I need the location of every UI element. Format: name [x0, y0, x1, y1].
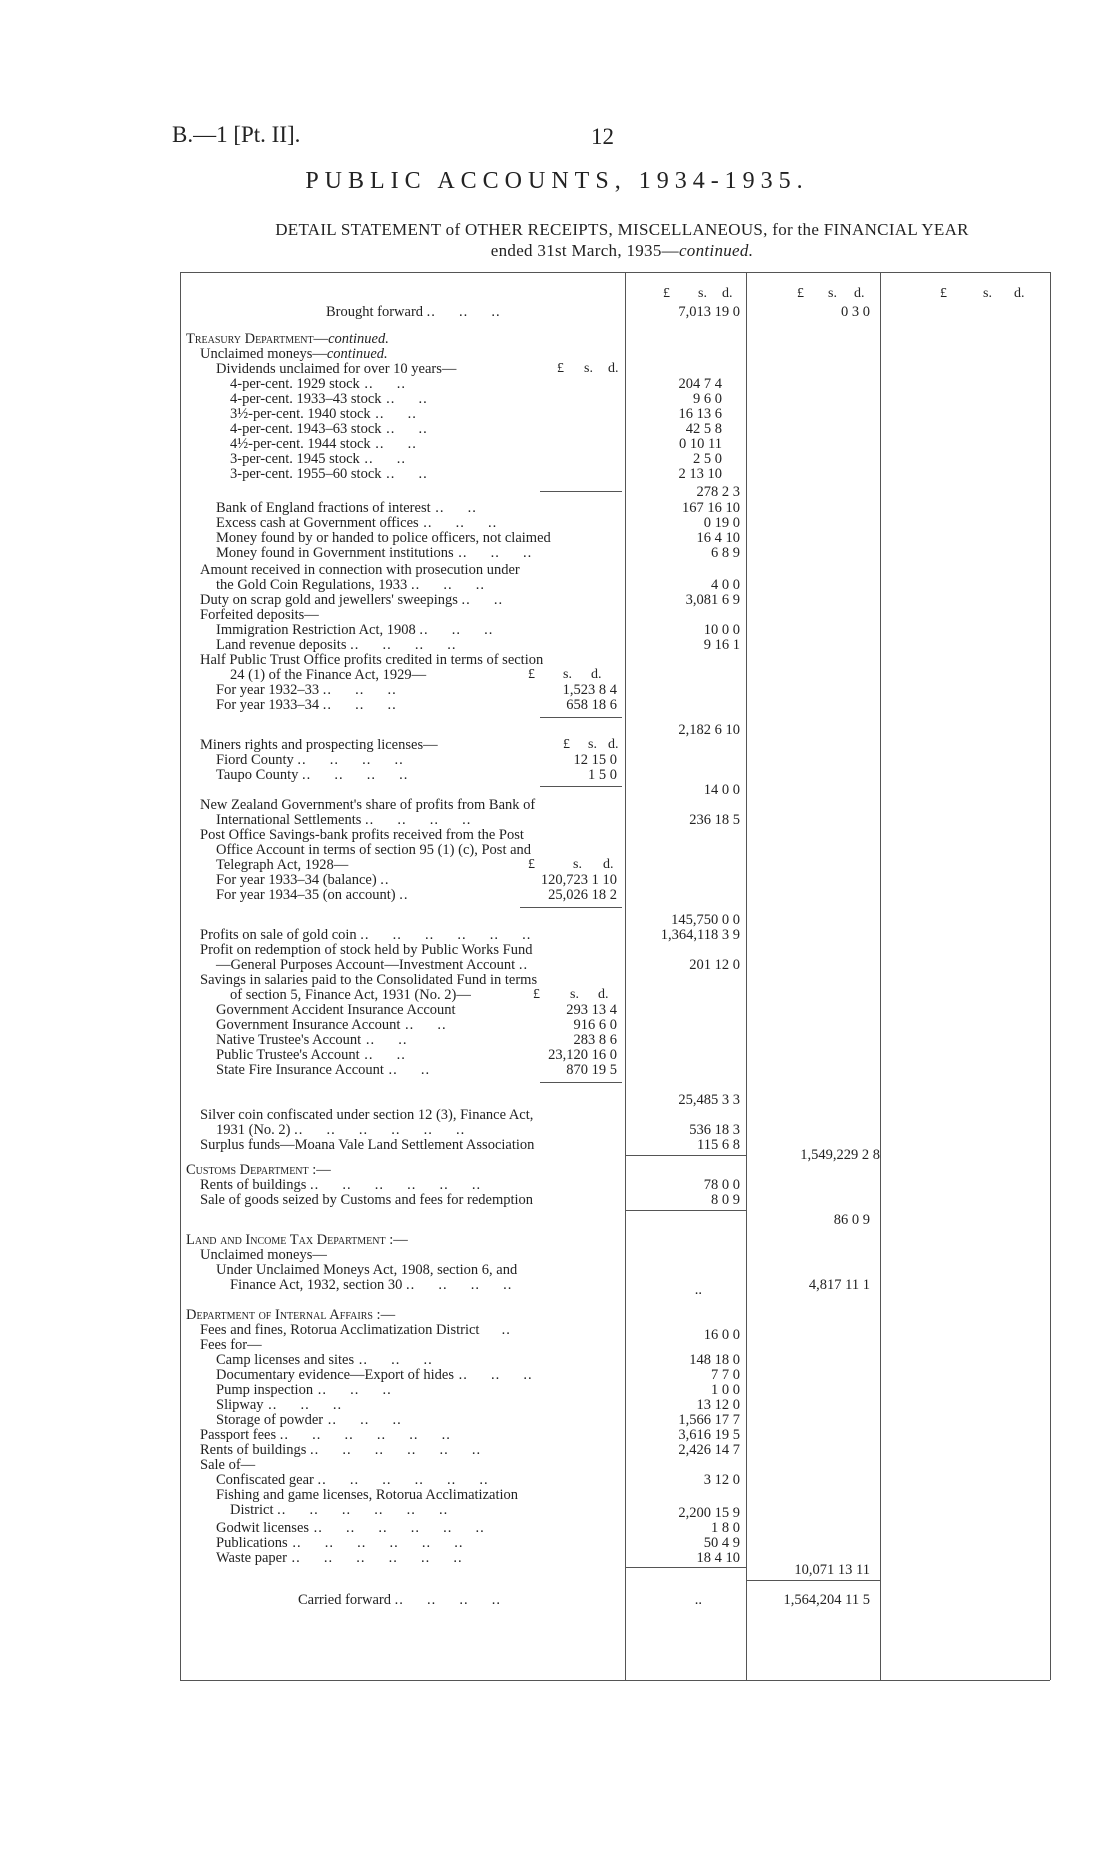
internal-fees-fines: Fees and fines, Rotorua Acclimatization District ..	[200, 1322, 511, 1338]
sale-row-label: Waste paper .. .. .. .. .. ..	[216, 1550, 463, 1566]
silver-line-2: 1931 (No. 2) .. .. .. .. .. ..	[216, 1122, 466, 1138]
redemption-line-2: —General Purposes Account—Investment Account ..	[216, 957, 529, 973]
col3-header-pound: £	[940, 286, 947, 301]
treasury-item-value: 0 19 0	[703, 515, 740, 531]
duty-value: 3,081 6 9	[685, 592, 740, 608]
land-tax-unclaimed: Unclaimed moneys—	[200, 1247, 327, 1263]
internal-fees-for: Fees for—	[200, 1337, 262, 1353]
savings-row-label: Government Accident Insurance Account	[216, 1002, 456, 1018]
stock-row-value: 204 7 4	[678, 376, 722, 392]
brought-forward-col2: 0 3 0	[841, 304, 870, 320]
fee-row-label: Camp licenses and sites .. .. ..	[216, 1352, 433, 1368]
savings-line-1: Savings in salaries paid to the Consolidated Fund in terms	[200, 972, 538, 988]
redemption-value: 201 12 0	[689, 957, 740, 973]
stock-row-label: 3½-per-cent. 1940 stock .. ..	[230, 406, 417, 422]
savings-row-value: 870 19 5	[566, 1062, 617, 1078]
prosecution-line-2: the Gold Coin Regulations, 1933 .. .. ..	[216, 577, 485, 593]
customs-rents-label: Rents of buildings .. .. .. .. .. ..	[200, 1177, 482, 1193]
savings-row-label: State Fire Insurance Account .. ..	[216, 1062, 431, 1078]
stock-row-value: 9 6 0	[693, 391, 722, 407]
trust-1932-value: 1,523 8 4	[562, 682, 617, 698]
land-tax-under-1: Under Unclaimed Moneys Act, 1908, section 6, and	[216, 1262, 518, 1278]
treasury-item-label: Excess cash at Government offices .. .. ..	[216, 515, 498, 531]
miners-sub-pound: £	[563, 737, 570, 752]
trust-sub-d: d.	[591, 667, 602, 682]
miners-underline	[540, 786, 622, 787]
post-underline	[520, 907, 622, 908]
customs-total: 86 0 9	[833, 1212, 870, 1228]
miners-label: Miners rights and prospecting licenses—	[200, 737, 438, 753]
miners-sub-d: d.	[608, 737, 619, 752]
stocks-underline	[540, 491, 622, 492]
post-line-3: Telegraph Act, 1928—	[216, 857, 349, 873]
internal-fees-fines-value: 16 0 0	[703, 1327, 740, 1343]
confiscated-value: 3 12 0	[703, 1472, 740, 1488]
land-tax-col1: ..	[694, 1282, 702, 1298]
dividends-sub-d: d.	[608, 361, 619, 376]
customs-goods-value: 8 0 9	[711, 1192, 740, 1208]
sale-row-label: Godwit licenses .. .. .. .. .. ..	[216, 1520, 485, 1536]
post-sub-d: d.	[603, 857, 614, 872]
carried-rule	[746, 1580, 880, 1581]
dividends-sub-pound: £	[557, 361, 564, 376]
savings-row-label: Native Trustee's Account .. ..	[216, 1032, 408, 1048]
trust-sub-s: s.	[563, 667, 572, 682]
treasury-item-label: Bank of England fractions of interest .. ..	[216, 500, 477, 516]
internal-rents-label: Rents of buildings .. .. .. .. .. ..	[200, 1442, 482, 1458]
col3-header-d: d.	[1014, 286, 1025, 301]
savings-row-label: Government Insurance Account .. ..	[216, 1017, 447, 1033]
taupo-value: 1 5 0	[588, 767, 617, 783]
stock-row-label: 4-per-cent. 1933–43 stock .. ..	[230, 391, 428, 407]
table-top-rule	[180, 272, 1050, 273]
brought-forward-col1: 7,013 19 0	[678, 304, 740, 320]
page-reference: B.—1 [Pt. II].	[172, 122, 301, 147]
stock-row-value: 16 13 6	[678, 406, 722, 422]
stock-row-label: 4-per-cent. 1929 stock .. ..	[230, 376, 407, 392]
prosecution-line-1: Amount received in connection with prosecution under	[200, 562, 520, 578]
passport-value: 3,616 19 5	[678, 1427, 740, 1443]
carried-forward-col2: 1,564,204 11 5	[783, 1592, 870, 1608]
sale-row-value: 1 8 0	[711, 1520, 740, 1536]
col2-header-s: s.	[828, 286, 837, 301]
immigration-value: 10 0 0	[703, 622, 740, 638]
table-left-border	[180, 272, 181, 1680]
savings-line-2: of section 5, Finance Act, 1931 (No. 2)—	[230, 987, 471, 1003]
statement-table	[180, 272, 1052, 1682]
treasury-dividends: Dividends unclaimed for over 10 years—	[216, 361, 457, 377]
fee-row-value: 13 12 0	[696, 1397, 740, 1413]
stock-row-value: 42 5 8	[685, 421, 722, 437]
savings-row-value: 23,120 16 0	[548, 1047, 617, 1063]
nz-line-2: International Settlements .. .. .. ..	[216, 812, 472, 828]
subtitle-line-1: DETAIL STATEMENT of OTHER RECEIPTS, MISCELLANEOUS, for the FINANCIAL YEAR	[275, 220, 969, 239]
savings-underline	[540, 1082, 622, 1083]
col1-header-d: d.	[722, 286, 733, 301]
fee-row-value: 148 18 0	[689, 1352, 740, 1368]
stock-row-label: 4-per-cent. 1943–63 stock .. ..	[230, 421, 428, 437]
savings-row-label: Public Trustee's Account .. ..	[216, 1047, 406, 1063]
silver-value: 536 18 3	[689, 1122, 740, 1138]
sale-row-label: Publications .. .. .. .. .. ..	[216, 1535, 464, 1551]
post-sub-pound: £	[528, 857, 535, 872]
trust-line-1: Half Public Trust Office profits credited in terms of section	[200, 652, 544, 668]
post-1933-label: For year 1933–34 (balance) ..	[216, 872, 390, 888]
silver-line-1: Silver coin confiscated under section 12 (3), Finance Act,	[200, 1107, 534, 1123]
internal-rents-value: 2,426 14 7	[678, 1442, 740, 1458]
col2-header-pound: £	[797, 286, 804, 301]
confiscated-label: Confiscated gear .. .. .. .. .. ..	[216, 1472, 489, 1488]
savings-sub-d: d.	[598, 987, 609, 1002]
nz-value: 236 18 5	[689, 812, 740, 828]
land-tax-under-2: Finance Act, 1932, section 30 .. .. .. ..	[230, 1277, 513, 1293]
stock-row-label: 4½-per-cent. 1944 stock .. ..	[230, 436, 417, 452]
subtitle-line-2	[172, 240, 1072, 261]
customs-heading: Customs Department :—	[186, 1162, 331, 1178]
page-number: 12	[591, 124, 614, 149]
duty-label: Duty on scrap gold and jewellers' sweepings .. ..	[200, 592, 504, 608]
customs-underline	[625, 1210, 746, 1211]
gold-coin-label: Profits on sale of gold coin .. .. .. .. .. ..	[200, 927, 532, 943]
post-line-1: Post Office Savings-bank profits received from the Post	[200, 827, 524, 843]
miners-total: 14 0 0	[703, 782, 740, 798]
internal-heading: Department of Internal Affairs :—	[186, 1307, 396, 1323]
fee-row-label: Slipway .. .. ..	[216, 1397, 343, 1413]
treasury-item-label: Money found by or handed to police officers, not claimed	[216, 530, 551, 546]
trust-underline	[540, 717, 622, 718]
passport-label: Passport fees .. .. .. .. .. ..	[200, 1427, 451, 1443]
savings-sub-pound: £	[533, 987, 540, 1002]
subtitle-line-2-text: ended 31st March, 1935—	[490, 241, 679, 260]
column-2-rule	[746, 272, 747, 1680]
forfeited-label: Forfeited deposits—	[200, 607, 319, 623]
fee-row-value: 7 7 0	[711, 1367, 740, 1383]
fishing-line-2: District .. .. .. .. .. ..	[230, 1502, 449, 1518]
stock-row-value: 2 13 10	[678, 466, 722, 482]
stock-row-label: 3-per-cent. 1945 stock .. ..	[230, 451, 407, 467]
trust-1932-label: For year 1932–33 .. .. ..	[216, 682, 397, 698]
taupo-label: Taupo County .. .. .. ..	[216, 767, 409, 783]
fee-row-label: Documentary evidence—Export of hides .. .. ..	[216, 1367, 533, 1383]
post-total: 145,750 0 0	[671, 912, 740, 928]
brought-forward-label: Brought forward .. .. ..	[326, 304, 501, 320]
post-1934-label: For year 1934–35 (on account) ..	[216, 887, 409, 903]
savings-row-value: 916 6 0	[573, 1017, 617, 1033]
internal-underline	[625, 1567, 746, 1568]
land-revenue-label: Land revenue deposits .. .. .. ..	[216, 637, 457, 653]
redemption-line-1: Profit on redemption of stock held by Public Works Fund	[200, 942, 533, 958]
treasury-item-label: Money found in Government institutions .. .. ..	[216, 545, 533, 561]
savings-sub-s: s.	[570, 987, 579, 1002]
treasury-item-value: 6 8 9	[711, 545, 740, 561]
treasury-unclaimed: Unclaimed moneys—continued.	[200, 346, 388, 362]
fishing-value: 2,200 15 9	[678, 1505, 740, 1521]
trust-line-2: 24 (1) of the Finance Act, 1929—	[230, 667, 427, 683]
table-bottom-rule	[180, 1680, 1050, 1681]
stocks-total: 278 2 3	[696, 484, 740, 500]
fiord-value: 12 15 0	[573, 752, 617, 768]
trust-sub-pound: £	[528, 667, 535, 682]
post-1933-value: 120,723 1 10	[540, 872, 617, 888]
treasury-item-value: 16 4 10	[696, 530, 740, 546]
land-tax-heading: Land and Income Tax Department :—	[186, 1232, 408, 1248]
stock-row-value: 0 10 11	[679, 436, 722, 452]
immigration-label: Immigration Restriction Act, 1908 .. .. ..	[216, 622, 494, 638]
savings-row-value: 283 8 6	[573, 1032, 617, 1048]
fee-row-value: 1,566 17 7	[678, 1412, 740, 1428]
col1-header-pound: £	[663, 286, 670, 301]
fee-row-label: Storage of powder .. .. ..	[216, 1412, 402, 1428]
sale-row-value: 18 4 10	[696, 1550, 740, 1566]
carried-forward-col1: ..	[694, 1592, 702, 1608]
customs-rents-value: 78 0 0	[703, 1177, 740, 1193]
column-1-rule	[625, 272, 626, 1680]
gold-coin-value: 1,364,118 3 9	[660, 927, 740, 943]
col2-header-d: d.	[854, 286, 865, 301]
treasury-total: 1,549,229 2 8	[800, 1147, 880, 1163]
col3-header-s: s.	[983, 286, 992, 301]
fishing-line-1: Fishing and game licenses, Rotorua Acclimatization	[216, 1487, 519, 1503]
page-subtitle	[172, 219, 1072, 261]
post-line-2: Office Account in terms of section 95 (1) (c), Post and	[216, 842, 532, 858]
page-title: PUBLIC ACCOUNTS, 1934-1935.	[305, 168, 809, 194]
stock-row-value: 2 5 0	[693, 451, 722, 467]
subtitle-continued: continued.	[678, 241, 754, 260]
surplus-value: 115 6 8	[697, 1137, 740, 1153]
treasury-heading: Treasury Department—continued.	[186, 331, 389, 347]
treasury-underline	[625, 1155, 746, 1156]
fee-row-value: 1 0 0	[711, 1382, 740, 1398]
carried-forward-label: Carried forward .. .. .. ..	[298, 1592, 501, 1608]
nz-line-1: New Zealand Government's share of profits from Bank of	[200, 797, 536, 813]
post-1934-value: 25,026 18 2	[548, 887, 617, 903]
table-right-border	[1050, 272, 1051, 1680]
land-revenue-value: 9 16 1	[703, 637, 740, 653]
savings-total: 25,485 3 3	[678, 1092, 740, 1108]
surplus-label: Surplus funds—Moana Vale Land Settlement Association	[200, 1137, 535, 1153]
internal-total: 10,071 13 11	[794, 1562, 870, 1578]
col1-header-s: s.	[698, 286, 707, 301]
sale-row-value: 50 4 9	[703, 1535, 740, 1551]
trust-1933-label: For year 1933–34 .. .. ..	[216, 697, 397, 713]
stock-row-label: 3-per-cent. 1955–60 stock .. ..	[230, 466, 428, 482]
fee-row-label: Pump inspection .. .. ..	[216, 1382, 392, 1398]
miners-sub-s: s.	[588, 737, 597, 752]
dividends-sub-s: s.	[584, 361, 593, 376]
treasury-item-value: 167 16 10	[682, 500, 740, 516]
trust-1933-value: 658 18 6	[566, 697, 617, 713]
savings-row-value: 293 13 4	[566, 1002, 617, 1018]
fiord-label: Fiord County .. .. .. ..	[216, 752, 404, 768]
post-sub-s: s.	[573, 857, 582, 872]
column-3-rule	[880, 272, 881, 1680]
sale-of-label: Sale of—	[200, 1457, 256, 1473]
customs-goods-label: Sale of goods seized by Customs and fees for redemption	[200, 1192, 534, 1208]
land-tax-total: 4,817 11 1	[808, 1277, 870, 1293]
prosecution-value: 4 0 0	[711, 577, 740, 593]
trust-total: 2,182 6 10	[678, 722, 740, 738]
